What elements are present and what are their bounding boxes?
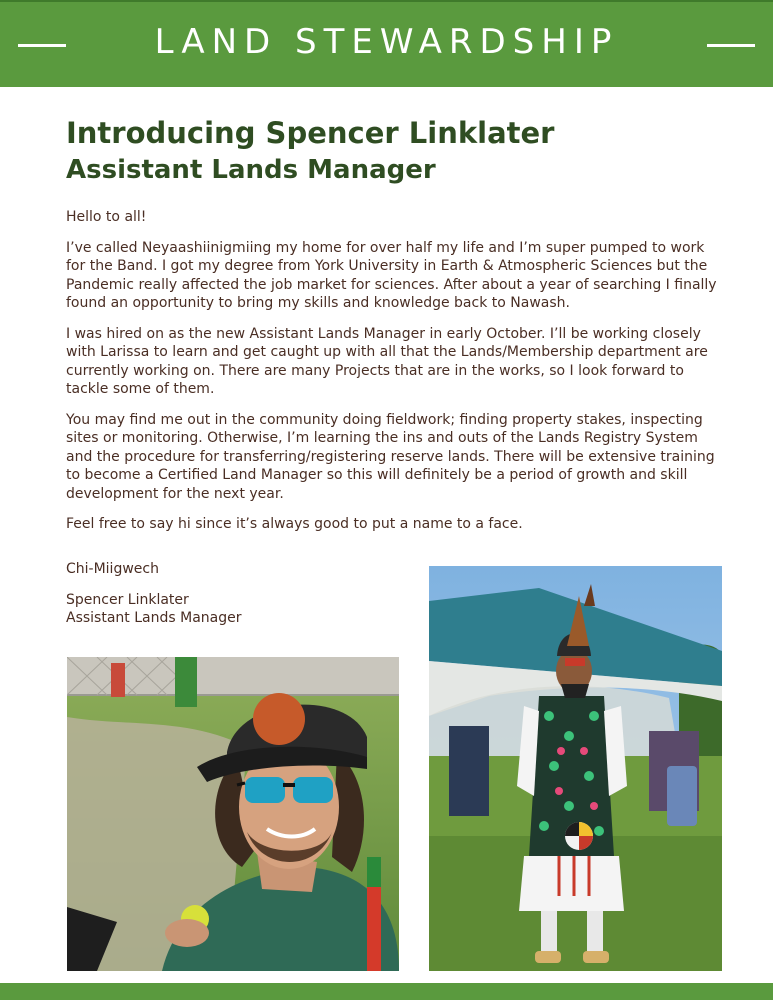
article-subheadline: Assistant Lands Manager — [66, 155, 436, 185]
closing-text: Chi-Miigwech — [66, 561, 159, 577]
paragraph-2: I was hired on as the new Assistant Lands Manager in early October. I’ll be working closely with Larissa to learn and get caught up with all that the Lands/Membership department are currently working on. There are many Projects that are in the works, so I look forward to tackle some of them. — [66, 325, 708, 397]
banner-title: LAND STEWARDSHIP — [154, 22, 619, 62]
paragraph-greeting: Hello to all! — [66, 209, 147, 225]
photo-regalia — [429, 566, 722, 971]
article-headline: Introducing Spencer Linklater — [66, 116, 555, 150]
photo-portrait-cap — [67, 657, 399, 971]
banner-rule-right — [707, 44, 755, 47]
signature-title: Assistant Lands Manager — [66, 610, 242, 626]
paragraph-1: I’ve called Neyaashiinigmiing my home for over half my life and I’m super pumped to work for the Band. I got my degree from York University in Earth & Atmospheric Sciences but the Pandemic really affected the job market for sciences. After about a year of searching I finally found an opportunity to bring my skills and knowledge back to Nawash. — [66, 239, 717, 311]
footer-bar — [0, 983, 773, 1000]
article — [66, 112, 726, 546]
header-banner — [0, 0, 773, 87]
paragraph-4: Feel free to say hi since it’s always good to put a name to a face. — [66, 516, 523, 532]
article-body — [66, 208, 726, 534]
signature-block — [66, 560, 241, 628]
signature-name: Spencer Linklater — [66, 591, 189, 608]
paragraph-3: You may find me out in the community doing fieldwork; finding property stakes, inspecting sites or monitoring. Otherwise, I’m learning the ins and outs of the Lands Registry System and the procedure for transferring/registering reserve lands. There will be extensive training to become a Certified Land Manager so this will definitely be a period of growth and skill development for the next year. — [66, 411, 715, 502]
